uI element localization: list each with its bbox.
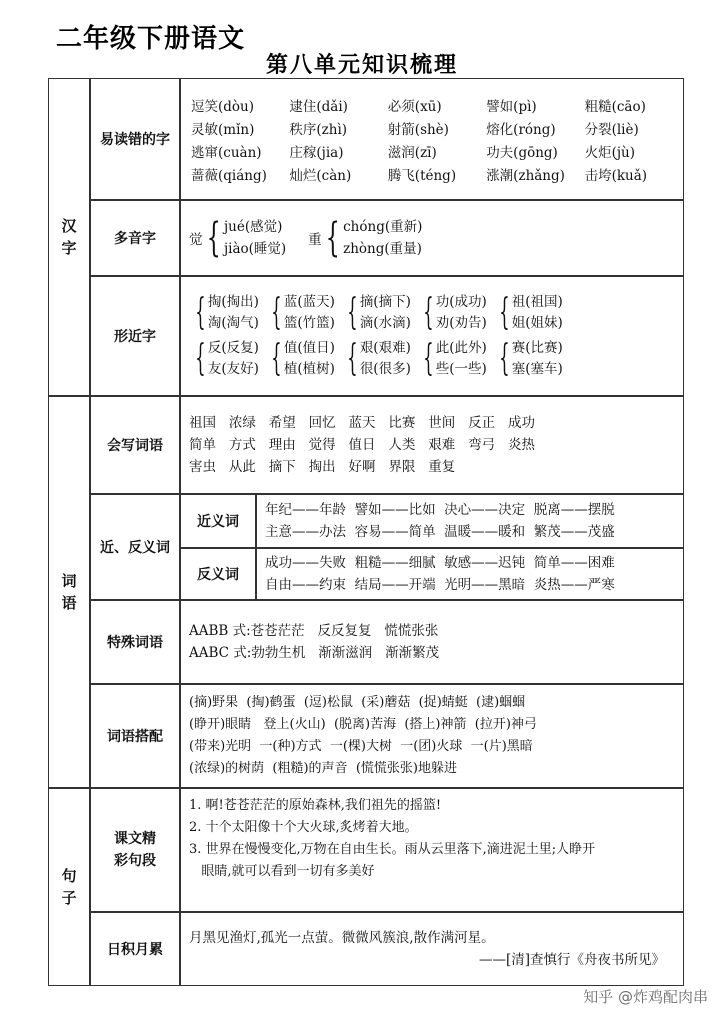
label-jinyi-text: 近义词 bbox=[197, 514, 239, 530]
label-yidu bbox=[90, 78, 180, 200]
kewen-line: 3. 世界在慢慢变化,万物在自由生长。雨从云里落下,滴进泥土里;人睁开 bbox=[189, 842, 596, 857]
teshu-content bbox=[180, 600, 684, 684]
label-duoyin bbox=[90, 200, 180, 276]
dapei-line: (摘)野果 (掏)鹤蛋 (逗)松鼠 (采)蘑菇 (捉)蜻蜓 (逮)蝈蝈 bbox=[189, 695, 526, 710]
label-yidu-text: 易读错的字 bbox=[100, 132, 170, 148]
duoyin-char: 重 bbox=[308, 232, 322, 248]
riji-source: ——[清]查慎行《舟夜书所见》 bbox=[478, 952, 665, 968]
yidu-item: 必须(xū) bbox=[387, 99, 442, 115]
teshu-line: AABC 式:勃勃生机 渐渐滋润 渐渐繁茂 bbox=[189, 645, 440, 661]
xingjin-word: 篮(竹篮) bbox=[283, 315, 335, 331]
brace-icon: { bbox=[423, 292, 434, 333]
fanyi-line: 成功——失败 粗糙——细腻 敏感——迟钝 简单——困难 bbox=[265, 555, 615, 571]
xingjin-word: 蓝(蓝天) bbox=[283, 294, 335, 310]
duoyin-reading: chóng(重新) bbox=[343, 219, 423, 235]
knowledge-table bbox=[48, 78, 684, 986]
brace-icon: { bbox=[271, 338, 282, 379]
brace-icon: { bbox=[325, 215, 340, 261]
label-xingjin bbox=[90, 276, 180, 396]
xingjin-pair bbox=[269, 338, 335, 380]
xingjin-pair bbox=[345, 338, 411, 380]
brace-icon: { bbox=[195, 338, 206, 379]
category-hanzi-label: 汉 字 bbox=[61, 217, 77, 257]
category-ciyu bbox=[48, 396, 90, 788]
yidu-item: 粗糙(cāo) bbox=[584, 99, 646, 115]
brace-icon: { bbox=[347, 338, 358, 379]
xingjin-word: 掏(掏出) bbox=[207, 294, 259, 310]
jinyi-line: 年纪——年龄 譬如——比如 决心——决定 脱离——摆脱 bbox=[265, 502, 615, 518]
label-jinyi bbox=[180, 494, 256, 548]
dapei-line: (带来)光明 一(种)方式 一(棵)大树 一(团)火球 一(片)黑暗 bbox=[189, 739, 533, 754]
label-riji-text: 日积月累 bbox=[107, 942, 163, 958]
xingjin-pair bbox=[269, 292, 335, 334]
huixie-line: 祖国 浓绿 希望 回忆 蓝天 比赛 世间 反正 成功 bbox=[189, 415, 535, 431]
dapei-content bbox=[180, 684, 684, 788]
xingjin-pair bbox=[497, 338, 563, 380]
label-kewen bbox=[90, 788, 180, 912]
brace-icon: { bbox=[347, 292, 358, 333]
label-huixie-text: 会写词语 bbox=[107, 438, 163, 454]
huixie-line: 害虫 从此 摘下 掏出 好啊 界限 重复 bbox=[189, 459, 456, 475]
yidu-item: 熔化(róng) bbox=[486, 122, 556, 138]
brace-icon: { bbox=[195, 292, 206, 333]
xingjin-word: 祖(祖国) bbox=[511, 294, 563, 310]
brace-icon: { bbox=[206, 215, 221, 261]
kewen-line: 1. 啊!苍苍茫茫的原始森林,我们祖先的摇篮! bbox=[189, 798, 442, 813]
duoyin-reading: jiào(睡觉) bbox=[223, 241, 287, 257]
yidu-item: 逃窜(cuàn) bbox=[191, 145, 262, 161]
xingjin-word: 塞(塞车) bbox=[511, 361, 563, 377]
yidu-item: 蔷薇(qiáng) bbox=[191, 168, 267, 184]
yidu-content bbox=[180, 78, 684, 200]
kewen-content bbox=[180, 788, 684, 912]
duoyin-content bbox=[180, 200, 684, 276]
xingjin-word: 赛(比赛) bbox=[511, 340, 563, 356]
xingjin-pair bbox=[421, 338, 487, 380]
xingjin-pair bbox=[193, 292, 259, 334]
xingjin-word: 值(值日) bbox=[283, 340, 335, 356]
yidu-item: 逗笑(dòu) bbox=[191, 99, 254, 115]
xingjin-word: 姐(姐妹) bbox=[511, 315, 563, 331]
category-juzi-label: 句 子 bbox=[61, 867, 77, 907]
duoyin-item-zhong bbox=[308, 216, 422, 260]
watermark: 知乎 @炸鸡配肉串 bbox=[583, 988, 708, 1006]
label-dapei bbox=[90, 684, 180, 788]
xingjin-pair bbox=[421, 292, 487, 334]
duoyin-reading: jué(感觉) bbox=[223, 219, 283, 235]
jinyi-line: 主意——办法 容易——简单 温暖——暖和 繁茂——茂盛 bbox=[265, 524, 615, 540]
yidu-item: 秩序(zhì) bbox=[289, 122, 348, 138]
yidu-item: 分裂(liè) bbox=[584, 122, 639, 138]
label-teshu-text: 特殊词语 bbox=[107, 635, 163, 651]
teshu-line: AABB 式:苍苍茫茫 反反复复 慌慌张张 bbox=[189, 623, 439, 639]
yidu-item: 击垮(kuǎ) bbox=[584, 168, 648, 184]
label-kewen-text: 课文精 彩句段 bbox=[114, 831, 156, 869]
dapei-line: (浓绿)的树荫 (粗糙)的声音 (慌慌张张)地躲进 bbox=[189, 761, 457, 776]
xingjin-word: 此(此外) bbox=[435, 340, 487, 356]
riji-content bbox=[180, 912, 684, 986]
xingjin-word: 植(植树) bbox=[283, 361, 335, 377]
book-title: 二年级下册语文 bbox=[56, 24, 246, 54]
dapei-line: (睁开)眼睛 登上(火山) (脱离)苦海 (搭上)神箭 (拉开)神弓 bbox=[189, 717, 537, 732]
huixie-content bbox=[180, 396, 684, 494]
yidu-list bbox=[181, 79, 683, 187]
xingjin-word: 很(很多) bbox=[359, 361, 411, 377]
riji-poem: 月黑见渔灯,孤光一点萤。微微风簇浪,散作满河星。 bbox=[189, 930, 495, 946]
category-juzi bbox=[48, 788, 90, 986]
label-teshu bbox=[90, 600, 180, 684]
brace-icon: { bbox=[499, 338, 510, 379]
label-duoyin-text: 多音字 bbox=[114, 231, 156, 247]
label-fanyi bbox=[180, 548, 256, 600]
xingjin-word: 淘(淘气) bbox=[207, 315, 259, 331]
label-xingjin-text: 形近字 bbox=[114, 329, 156, 345]
xingjin-pair bbox=[193, 338, 259, 380]
xingjin-word: 滴(水滴) bbox=[359, 315, 411, 331]
label-jinfan bbox=[90, 494, 180, 600]
yidu-item: 灿烂(càn) bbox=[289, 168, 352, 184]
kewen-line: 眼睛,就可以看到一切有多美好 bbox=[189, 864, 375, 879]
yidu-item: 涨潮(zhǎng) bbox=[486, 168, 565, 184]
duoyin-item-jue bbox=[189, 216, 286, 260]
kewen-line: 2. 十个太阳像十个大火球,炙烤着大地。 bbox=[189, 820, 418, 835]
label-fanyi-text: 反义词 bbox=[197, 567, 239, 583]
yidu-item: 功夫(gōng) bbox=[486, 145, 558, 161]
huixie-line: 简单 方式 理由 觉得 值日 人类 艰难 弯弓 炎热 bbox=[189, 437, 535, 453]
xingjin-word: 反(反复) bbox=[207, 340, 259, 356]
yidu-item: 逮住(dǎi) bbox=[289, 99, 348, 115]
brace-icon: { bbox=[499, 292, 510, 333]
label-riji bbox=[90, 912, 180, 986]
xingjin-word: 些(一些) bbox=[435, 361, 487, 377]
jinyi-content bbox=[256, 494, 684, 548]
xingjin-pair bbox=[497, 292, 563, 334]
xingjin-word: 功(成功) bbox=[435, 294, 487, 310]
yidu-item: 譬如(pì) bbox=[486, 99, 537, 115]
brace-icon: { bbox=[423, 338, 434, 379]
yidu-item: 腾飞(téng) bbox=[387, 168, 457, 184]
fanyi-content bbox=[256, 548, 684, 600]
category-ciyu-label: 词 语 bbox=[61, 572, 77, 612]
label-huixie bbox=[90, 396, 180, 494]
xingjin-row bbox=[189, 292, 675, 334]
xingjin-row bbox=[189, 338, 675, 380]
xingjin-word: 友(友好) bbox=[207, 361, 259, 377]
yidu-item: 灵敏(mǐn) bbox=[191, 122, 255, 138]
label-dapei-text: 词语搭配 bbox=[107, 729, 163, 745]
label-jinfan-text: 近、反义词 bbox=[100, 540, 170, 556]
yidu-item: 射箭(shè) bbox=[387, 122, 449, 138]
yidu-item: 庄稼(jia) bbox=[289, 145, 344, 161]
yidu-item: 火炬(jù) bbox=[584, 145, 636, 161]
duoyin-char: 觉 bbox=[189, 232, 203, 248]
category-hanzi bbox=[48, 78, 90, 396]
yidu-item: 滋润(zī) bbox=[387, 145, 437, 161]
unit-title: 第八单元知识梳理 bbox=[265, 52, 458, 78]
xingjin-word: 艰(艰难) bbox=[359, 340, 411, 356]
xingjin-content bbox=[180, 276, 684, 396]
brace-icon: { bbox=[271, 292, 282, 333]
duoyin-reading: zhòng(重量) bbox=[343, 241, 422, 257]
xingjin-word: 摘(摘下) bbox=[359, 294, 411, 310]
xingjin-pair bbox=[345, 292, 411, 334]
xingjin-word: 劝(劝告) bbox=[435, 315, 487, 331]
fanyi-line: 自由——约束 结局——开端 光明——黑暗 炎热——严寒 bbox=[265, 577, 615, 593]
